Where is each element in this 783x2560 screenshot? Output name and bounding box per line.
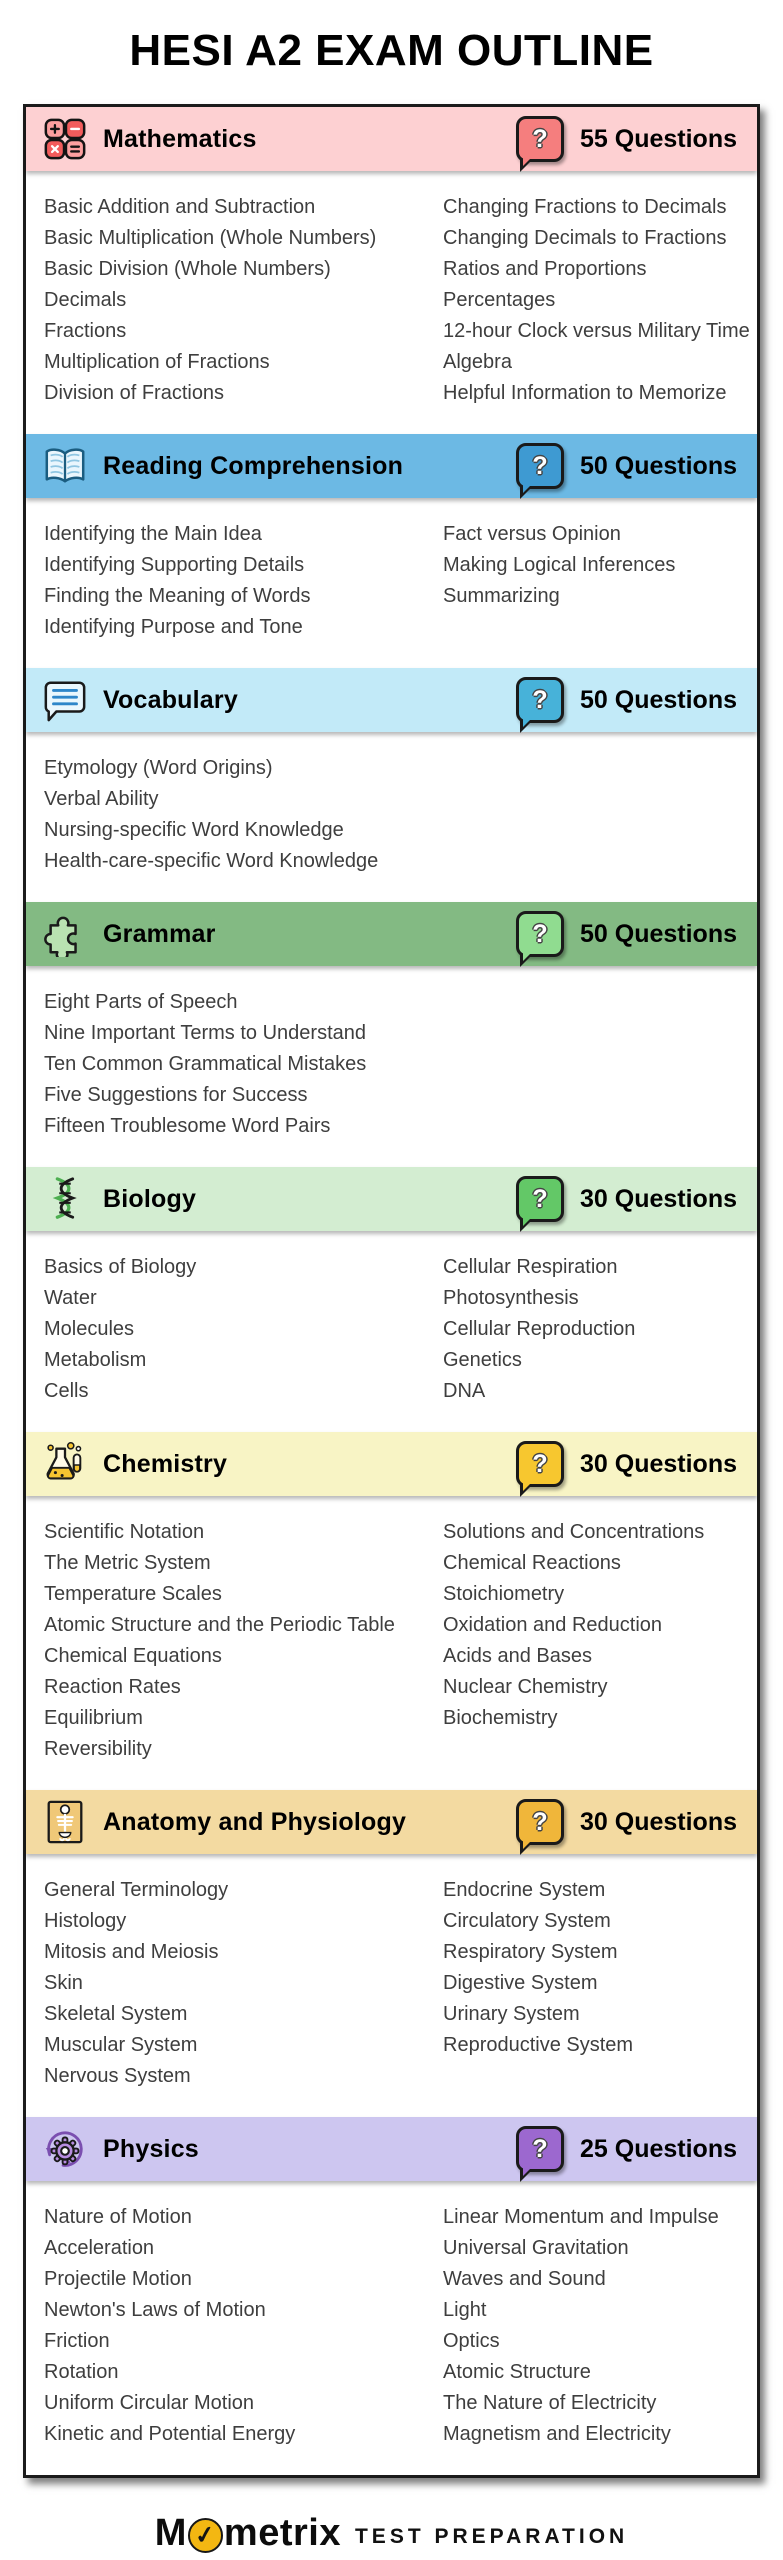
topic-item: Algebra (443, 351, 512, 373)
section-header (26, 1790, 757, 1854)
topic-item: Skin (44, 1972, 83, 1994)
topic-item: Nervous System (44, 2065, 191, 2087)
check-icon: ✓ (193, 2520, 218, 2550)
question-bubble-icon (516, 911, 564, 957)
question-bubble-icon (516, 116, 564, 162)
topic-item: Reversibility (44, 1738, 152, 1760)
topic-item: Water (44, 1287, 97, 1309)
question-count: 50 Questions (580, 919, 737, 948)
topic-item: Metabolism (44, 1349, 147, 1371)
question-bubble-icon (516, 1799, 564, 1845)
topic-item: Chemical Reactions (443, 1552, 621, 1574)
section-mathematics (26, 107, 757, 434)
skeleton-icon (42, 1799, 88, 1845)
topic-item: Chemical Equations (44, 1645, 222, 1667)
topic-item: Nine Important Terms to Understand (44, 1022, 367, 1044)
section-physics (26, 2117, 757, 2475)
topic-column-right (443, 1517, 741, 1765)
calculator-icon (42, 116, 88, 162)
topic-item: Identifying the Main Idea (44, 523, 262, 545)
topic-item: The Metric System (44, 1552, 211, 1574)
topic-item: Histology (44, 1910, 127, 1932)
section-title: Anatomy and Physiology (103, 1807, 407, 1836)
topic-item: Waves and Sound (443, 2268, 606, 2290)
question-count: 30 Questions (580, 1184, 737, 1213)
topic-column-left (44, 192, 443, 409)
topic-item: Fact versus Opinion (443, 523, 621, 545)
section-title: Chemistry (103, 1449, 228, 1478)
question-mark-glyph: ? (532, 1807, 548, 1836)
topic-column-left (44, 987, 443, 1142)
topic-item: Atomic Structure and the Periodic Table (44, 1614, 395, 1636)
topic-item: Magnetism and Electricity (443, 2423, 671, 2445)
question-bubble-icon (516, 443, 564, 489)
skeleton-icon (42, 1799, 88, 1845)
topic-item: Urinary System (443, 2003, 580, 2025)
open-book-icon (42, 443, 88, 489)
outline-card (23, 104, 760, 2478)
topic-item: Equilibrium (44, 1707, 143, 1729)
question-mark-glyph: ? (532, 1449, 548, 1478)
topic-item: Scientific Notation (44, 1521, 205, 1543)
flask-icon (42, 1441, 88, 1487)
topic-item: Digestive System (443, 1972, 598, 1994)
topic-column-left (44, 519, 443, 643)
topic-item: Photosynthesis (443, 1287, 579, 1309)
topic-item: Fifteen Troublesome Word Pairs (44, 1115, 331, 1137)
section-header (26, 902, 757, 966)
question-bubble-icon (516, 1441, 564, 1487)
topic-column-left (44, 2202, 443, 2450)
brand-tagline: TEST PREPARATION (354, 2524, 629, 2548)
topic-item: The Nature of Electricity (443, 2392, 657, 2414)
topic-item: Cellular Reproduction (443, 1318, 636, 1340)
topic-item: Projectile Motion (44, 2268, 192, 2290)
topic-item: Finding the Meaning of Words (44, 585, 311, 607)
section-biology (26, 1167, 757, 1432)
mometrix-wordmark (155, 2512, 341, 2555)
section-topics (26, 1231, 757, 1432)
section-topics (26, 1854, 757, 2117)
section-title: Physics (103, 2134, 199, 2163)
topic-item: Linear Momentum and Impulse (443, 2206, 719, 2228)
question-count: 30 Questions (580, 1449, 737, 1478)
topic-item: Rotation (44, 2361, 119, 2383)
section-title: Mathematics (103, 124, 257, 153)
flask-icon (42, 1441, 88, 1487)
topic-item: Light (443, 2299, 487, 2321)
topic-item: Friction (44, 2330, 110, 2352)
topic-item: Five Suggestions for Success (44, 1084, 308, 1106)
topic-item: Biochemistry (443, 1707, 558, 1729)
topic-item: Basics of Biology (44, 1256, 197, 1278)
topic-item: Uniform Circular Motion (44, 2392, 255, 2414)
topic-item: Multiplication of Fractions (44, 351, 270, 373)
section-header (26, 668, 757, 732)
calculator-icon (42, 116, 88, 162)
topic-column-left (44, 1517, 443, 1765)
topic-item: Atomic Structure (443, 2361, 591, 2383)
question-mark-glyph: ? (532, 124, 548, 153)
topic-item: Ratios and Proportions (443, 258, 647, 280)
section-anatomy-and-physiology (26, 1790, 757, 2117)
question-bubble-icon (516, 677, 564, 723)
question-mark-glyph: ? (532, 1184, 548, 1213)
brand-footer (0, 2512, 783, 2555)
topic-item: Optics (443, 2330, 500, 2352)
section-topics (26, 2181, 757, 2475)
section-topics (26, 1496, 757, 1790)
topic-column-left (44, 753, 443, 877)
topic-item: Division of Fractions (44, 382, 225, 404)
topic-column-right (443, 192, 750, 409)
topic-column-right (443, 2202, 741, 2450)
topic-item: Basic Multiplication (Whole Numbers) (44, 227, 377, 249)
section-chemistry (26, 1432, 757, 1790)
topic-item: Ten Common Grammatical Mistakes (44, 1053, 367, 1075)
question-count: 30 Questions (580, 1807, 737, 1836)
topic-item: Identifying Purpose and Tone (44, 616, 303, 638)
speech-bubble-lines-icon (42, 677, 88, 723)
question-mark-glyph: ? (532, 2134, 548, 2163)
gear-rotation-icon (42, 2126, 88, 2172)
topic-column-left (44, 1252, 443, 1407)
topic-item: Etymology (Word Origins) (44, 757, 273, 779)
section-topics (26, 171, 757, 434)
topic-item: Nuclear Chemistry (443, 1676, 608, 1698)
topic-item: Verbal Ability (44, 788, 159, 810)
topic-item: Reaction Rates (44, 1676, 181, 1698)
topic-item: Summarizing (443, 585, 560, 607)
page-title: HESI A2 EXAM OUTLINE (129, 26, 654, 75)
gear-rotation-icon (42, 2126, 88, 2172)
speech-bubble-lines-icon (42, 677, 88, 723)
topic-item: Genetics (443, 1349, 522, 1371)
topic-item: Basic Division (Whole Numbers) (44, 258, 331, 280)
topic-item: Stoichiometry (443, 1583, 565, 1605)
topic-item: Muscular System (44, 2034, 198, 2056)
question-count: 50 Questions (580, 685, 737, 714)
topic-item: Mitosis and Meiosis (44, 1941, 219, 1963)
topic-item: Health-care-specific Word Knowledge (44, 850, 379, 872)
topic-column-left (44, 1875, 443, 2092)
topic-item: Reproductive System (443, 2034, 634, 2056)
topic-item: Basic Addition and Subtraction (44, 196, 316, 218)
section-topics (26, 732, 757, 902)
topic-item: Making Logical Inferences (443, 554, 676, 576)
topic-item: Cells (44, 1380, 89, 1402)
brand-text-rest: metrix (223, 2512, 341, 2554)
topic-item: Changing Decimals to Fractions (443, 227, 727, 249)
topic-item: Helpful Information to Memorize (443, 382, 727, 404)
topic-item: Solutions and Concentrations (443, 1521, 705, 1543)
question-count: 55 Questions (580, 124, 737, 153)
section-vocabulary (26, 668, 757, 902)
section-title: Grammar (103, 919, 216, 948)
question-count: 50 Questions (580, 451, 737, 480)
puzzle-piece-icon (42, 911, 88, 957)
topic-item: Acids and Bases (443, 1645, 592, 1667)
topic-item: Skeletal System (44, 2003, 188, 2025)
section-title: Reading Comprehension (103, 451, 404, 480)
section-header (26, 1167, 757, 1231)
topic-item: General Terminology (44, 1879, 229, 1901)
section-title: Vocabulary (103, 685, 238, 714)
question-mark-glyph: ? (532, 919, 548, 948)
question-count: 25 Questions (580, 2134, 737, 2163)
topic-column-right (443, 519, 741, 643)
topic-item: Identifying Supporting Details (44, 554, 305, 576)
section-reading-comprehension (26, 434, 757, 668)
open-book-icon (42, 443, 88, 489)
topic-item: Acceleration (44, 2237, 155, 2259)
question-bubble-icon (516, 1176, 564, 1222)
section-header (26, 2117, 757, 2181)
section-topics (26, 498, 757, 668)
topic-item: Newton's Laws of Motion (44, 2299, 266, 2321)
puzzle-piece-icon (42, 911, 88, 957)
section-grammar (26, 902, 757, 1167)
topic-column-right (443, 1252, 741, 1407)
section-topics (26, 966, 757, 1167)
topic-item: 12-hour Clock versus Military Time (443, 320, 750, 342)
topic-item: Kinetic and Potential Energy (44, 2423, 296, 2445)
topic-item: Temperature Scales (44, 1583, 222, 1605)
topic-item: Cellular Respiration (443, 1256, 618, 1278)
section-title: Biology (103, 1184, 197, 1213)
topic-item: Endocrine System (443, 1879, 606, 1901)
topic-item: Changing Fractions to Decimals (443, 196, 727, 218)
dna-icon (42, 1176, 88, 1222)
check-circle-icon (188, 2518, 223, 2553)
topic-item: Respiratory System (443, 1941, 618, 1963)
dna-icon (42, 1176, 88, 1222)
topic-column-right (443, 1875, 741, 2092)
section-header (26, 1432, 757, 1496)
topic-item: Fractions (44, 320, 127, 342)
topic-item: Molecules (44, 1318, 135, 1340)
topic-item: Nature of Motion (44, 2206, 192, 2228)
topic-item: Decimals (44, 289, 127, 311)
question-mark-glyph: ? (532, 685, 548, 714)
topic-item: Nursing-specific Word Knowledge (44, 819, 344, 841)
section-header (26, 107, 757, 171)
topic-item: Eight Parts of Speech (44, 991, 238, 1013)
topic-item: Circulatory System (443, 1910, 611, 1932)
section-header (26, 434, 757, 498)
question-bubble-icon (516, 2126, 564, 2172)
topic-item: Oxidation and Reduction (443, 1614, 663, 1636)
topic-item: Percentages (443, 289, 556, 311)
brand-text-m: M (154, 2512, 187, 2554)
question-mark-glyph: ? (532, 451, 548, 480)
topic-item: DNA (443, 1380, 486, 1402)
topic-item: Universal Gravitation (443, 2237, 629, 2259)
